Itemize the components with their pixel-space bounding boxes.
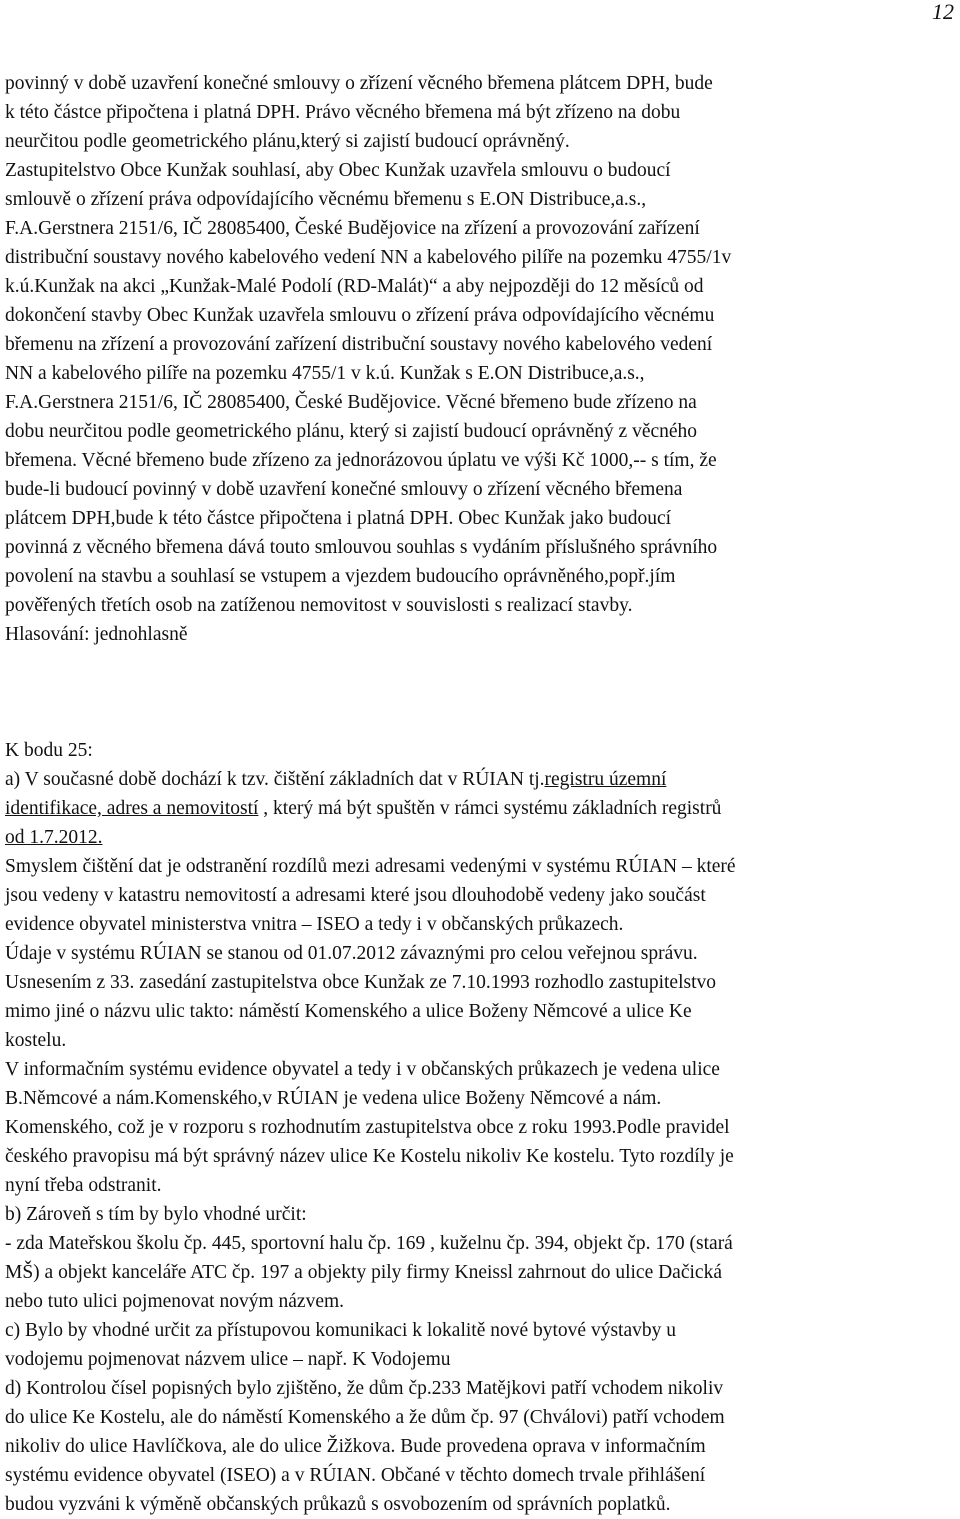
item-a-line-2 — [5, 794, 957, 823]
text-line: V informačním systému evidence obyvatel a tedy i v občanských průkazech je vedena ulice — [5, 1059, 720, 1080]
text-line: systému evidence obyvatel (ISEO) a v RÚIAN. Občané v těchto domech trvale přihlášení — [5, 1465, 706, 1486]
text-line: MŠ) a objekt kanceláře ATC čp. 197 a objekty pily firmy Kneissl zahrnout do ulice Dačická — [5, 1262, 722, 1283]
ruian-reference-link: registru územní — [544, 769, 667, 790]
text-line: nikoliv do ulice Havlíčkova, ale do ulice Žižkova. Bude provedena oprava v informačním — [5, 1436, 706, 1457]
text-line: Smyslem čištění dat je odstranění rozdílů mezi adresami vedenými v systému RÚIAN – které — [5, 856, 736, 877]
text-line: Zastupitelstvo Obce Kunžak souhlasí, aby Obec Kunžak uzavřela smlouvu o budoucí — [5, 160, 671, 181]
spacer — [5, 707, 957, 736]
text-line: povinný v době uzavření konečné smlouvy o zřízení věcného břemena plátcem DPH, bude — [5, 73, 713, 94]
document-body — [5, 69, 957, 1519]
item-a-line-1 — [5, 765, 957, 794]
text-line: dobu neurčitou podle geometrického plánu, který si zajistí budoucí oprávněný z věcného — [5, 421, 698, 442]
text-line: budou vyzváni k výměně občanských průkazů s osvobozením od správních poplatků. — [5, 1494, 671, 1515]
spacer — [5, 649, 957, 678]
text-line: F.A.Gerstnera 2151/6, IČ 28085400, České Budějovice na zřízení a provozování zařízení — [5, 218, 700, 239]
text-line: do ulice Ke Kostelu, ale do náměstí Komenského a že dům čp. 97 (Chválovi) patří vchodem — [5, 1407, 725, 1428]
page-number: 12 — [932, 0, 954, 24]
paragraph-address-cleanup — [5, 852, 957, 1519]
text-line: B.Němcové a nám.Komenského,v RÚIAN je vedena ulice Boženy Němcové a nám. — [5, 1088, 662, 1109]
text-line: d) Kontrolou čísel popisných bylo zjištěno, že dům čp.233 Matějkovi patří vchodem nikoliv — [5, 1378, 724, 1399]
item-a-text: , který má být spuštěn v rámci systému základních registrů — [258, 798, 722, 819]
text-line: c) Bylo by vhodné určit za přístupovou komunikaci k lokalitě nové bytové výstavby u — [5, 1320, 676, 1341]
text-line: neurčitou podle geometrického plánu,který si zajistí budoucí oprávněný. — [5, 131, 570, 152]
item-a-text: a) V současné době dochází k tzv. čištění základních dat v RÚIAN tj. — [5, 769, 545, 790]
text-line: českého pravopisu má být správný název ulice Ke Kostelu nikoliv Ke kostelu. Tyto rozdíly je — [5, 1146, 734, 1167]
text-line: pověřených třetích osob na zatíženou nemovitost v souvislosti s realizací stavby. — [5, 595, 633, 616]
text-line: smlouvě o zřízení práva odpovídajícího věcnému břemenu s E.ON Distribuce,a.s., — [5, 189, 647, 210]
text-line: vodojemu pojmenovat názvem ulice – např. K Vodojemu — [5, 1349, 451, 1370]
text-line: k této částce připočtena i platná DPH. Právo věcného břemena má být zřízeno na dobu — [5, 102, 681, 123]
text-line: k.ú.Kunžak na akci „Kunžak-Malé Podolí (RD-Malát)“ a aby nejpozději do 12 měsíců od — [5, 276, 704, 297]
ruian-date-reference: od 1.7.2012. — [5, 827, 103, 848]
text-line: nebo tuto ulici pojmenovat novým názvem. — [5, 1291, 345, 1312]
text-line: - zda Mateřskou školu čp. 445, sportovní halu čp. 169 , kuželnu čp. 394, objekt čp. 170 (stará — [5, 1233, 733, 1254]
text-line: břemena. Věcné břemeno bude zřízeno za jednorázovou úplatu ve výši Kč 1000,-- s tím, že — [5, 450, 717, 471]
paragraph-easement — [5, 69, 957, 649]
text-line: Komenského, což je v rozporu s rozhodnutím zastupitelstva obce z roku 1993.Podle pravidel — [5, 1117, 730, 1138]
text-line: evidence obyvatel ministerstva vnitra – ISEO a tedy i v občanských průkazech. — [5, 914, 624, 935]
text-line: plátcem DPH,bude k této částce připočtena i platná DPH. Obec Kunžak jako budoucí — [5, 508, 672, 529]
ruian-reference-link-continued: identifikace, adres a nemovitostí — [5, 798, 259, 819]
text-line: Údaje v systému RÚIAN se stanou od 01.07.2012 závaznými pro celou veřejnou správu. — [5, 943, 698, 964]
text-line: NN a kabelového pilíře na pozemku 4755/1 v k.ú. Kunžak s E.ON Distribuce,a.s., — [5, 363, 645, 384]
text-line: dokončení stavby Obec Kunžak uzavřela smlouvu o zřízení práva odpovídajícího věcnému — [5, 305, 715, 326]
text-line: Usnesením z 33. zasedání zastupitelstva obce Kunžak ze 7.10.1993 rozhodlo zastupitelstvo — [5, 972, 717, 993]
text-line: mimo jiné o názvu ulic takto: náměstí Komenského a ulice Boženy Němcové a ulice Ke — [5, 1001, 692, 1022]
item-a-line-3 — [5, 823, 957, 852]
text-line: F.A.Gerstnera 2151/6, IČ 28085400, České Budějovice. Věcné břemeno bude zřízeno na — [5, 392, 697, 413]
text-line: b) Zároveň s tím by bylo vhodné určit: — [5, 1204, 307, 1225]
text-line: břemenu na zřízení a provozování zařízení distribuční soustavy nového kabelového vedení — [5, 334, 713, 355]
text-line: povinná z věcného břemena dává touto smlouvou souhlas s vydáním příslušného správního — [5, 537, 718, 558]
text-line: jsou vedeny v katastru nemovitostí a adresami které jsou dlouhodobě vedeny jako součást — [5, 885, 706, 906]
text-line: nyní třeba odstranit. — [5, 1175, 162, 1196]
spacer — [5, 678, 957, 707]
text-line: Hlasování: jednohlasně — [5, 624, 188, 645]
text-line: distribuční soustavy nového kabelového vedení NN a kabelového pilíře na pozemku 4755/1v — [5, 247, 732, 268]
text-line: kostelu. — [5, 1030, 67, 1051]
text-line: povolení na stavbu a souhlasí se vstupem a vjezdem budoucího oprávněného,popř.jím — [5, 566, 676, 587]
section-heading: K bodu 25: — [5, 740, 93, 761]
text-line: bude-li budoucí povinný v době uzavření konečné smlouvy o zřízení věcného břemena — [5, 479, 683, 500]
